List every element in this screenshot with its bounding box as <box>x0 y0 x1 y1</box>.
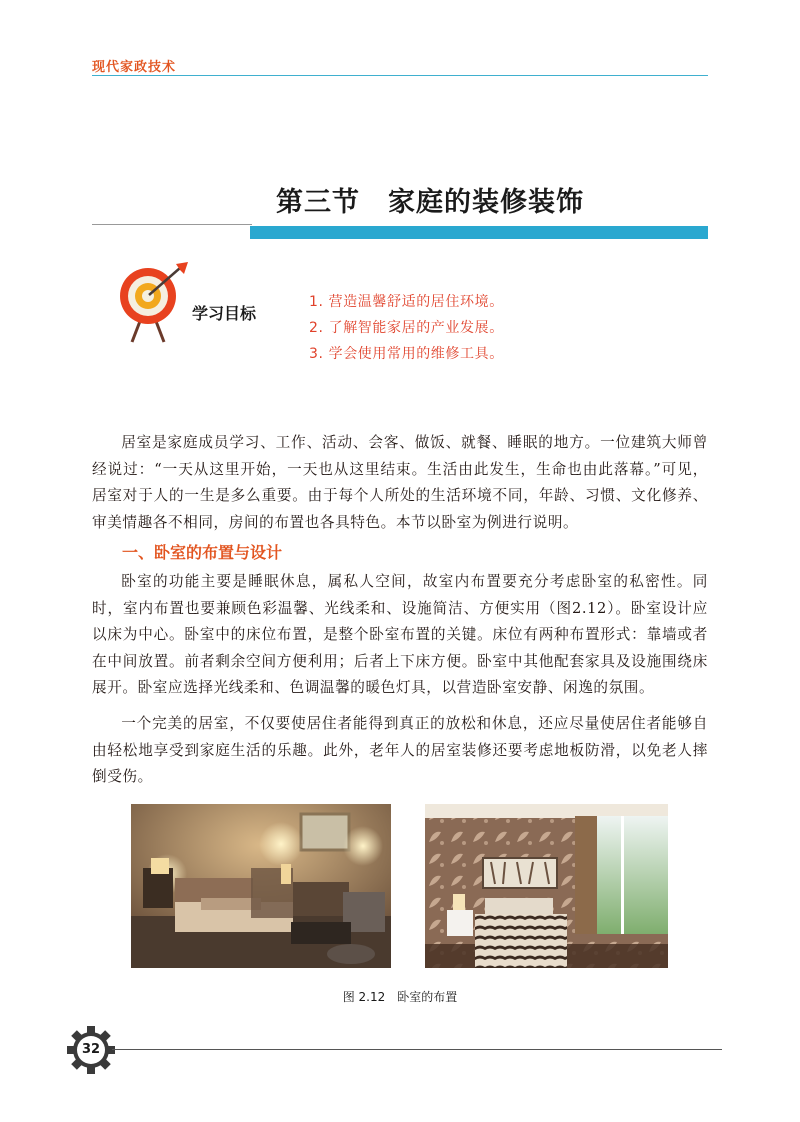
figure-caption: 图 2.12 卧室的布置 <box>342 990 458 1004</box>
objectives-list <box>309 289 504 367</box>
target-arrow-icon <box>118 260 194 344</box>
bedroom-photo-left <box>131 804 391 968</box>
objective-item: 3. 学会使用常用的维修工具。 <box>309 346 504 362</box>
title-underline <box>92 224 252 225</box>
objectives-label: 学习目标 <box>192 304 257 323</box>
section-title: 第三节 家庭的装修装饰 <box>276 187 584 218</box>
footer-rule <box>112 1049 722 1050</box>
header-rule <box>92 75 708 76</box>
page-number-badge <box>66 1025 116 1075</box>
running-head: 现代家政技术 <box>92 60 177 75</box>
page-number: 32 <box>81 1042 101 1057</box>
bedroom-photo-right <box>425 804 668 968</box>
body-paragraph: 一个完美的居室，不仅要使居住者能得到真正的放松和休息，还应尽量使居住者能够自由轻松地享受到家庭生活的乐趣。此外，老年人的居室装修还要考虑地板防滑，以免老人摔倒受伤。 <box>92 715 708 786</box>
subsection-title: 一、卧室的布置与设计 <box>122 543 283 562</box>
objective-item: 2. 了解智能家居的产业发展。 <box>309 320 504 336</box>
title-accent-bar <box>250 226 708 239</box>
body-paragraph: 卧室的功能主要是睡眠休息，属私人空间，故室内布置要充分考虑卧室的私密性。同时，室内布置也要兼顾色彩温馨、光线柔和、设施简洁、方便实用（图2.12）。卧室设计应以床为中心。卧室中的床位布置，是整个卧室布置的关键。床位有两种布置形式：靠墙或者在中间放置。前者剩余空间方便利用；后者上下床方便。卧室中其他配套家具及设施围绕床展开。卧室应选择光线柔和、色调温馨的暖色灯具，以营造卧室安静、闲逸的氛围。 <box>92 573 708 697</box>
intro-paragraph: 居室是家庭成员学习、工作、活动、会客、做饭、就餐、睡眠的地方。一位建筑大师曾经说过：“一天从这里开始，一天也从这里结束。生活由此发生，生命也由此落幕。”可见，居室对于人的一生是多么重要。由于每个人所处的生活环境不同，年龄、习惯、文化修养、审美情趣各不相同，房间的布置也各具特色。本节以卧室为例进行说明。 <box>92 434 708 531</box>
objective-item: 1. 营造温馨舒适的居住环境。 <box>309 294 504 310</box>
